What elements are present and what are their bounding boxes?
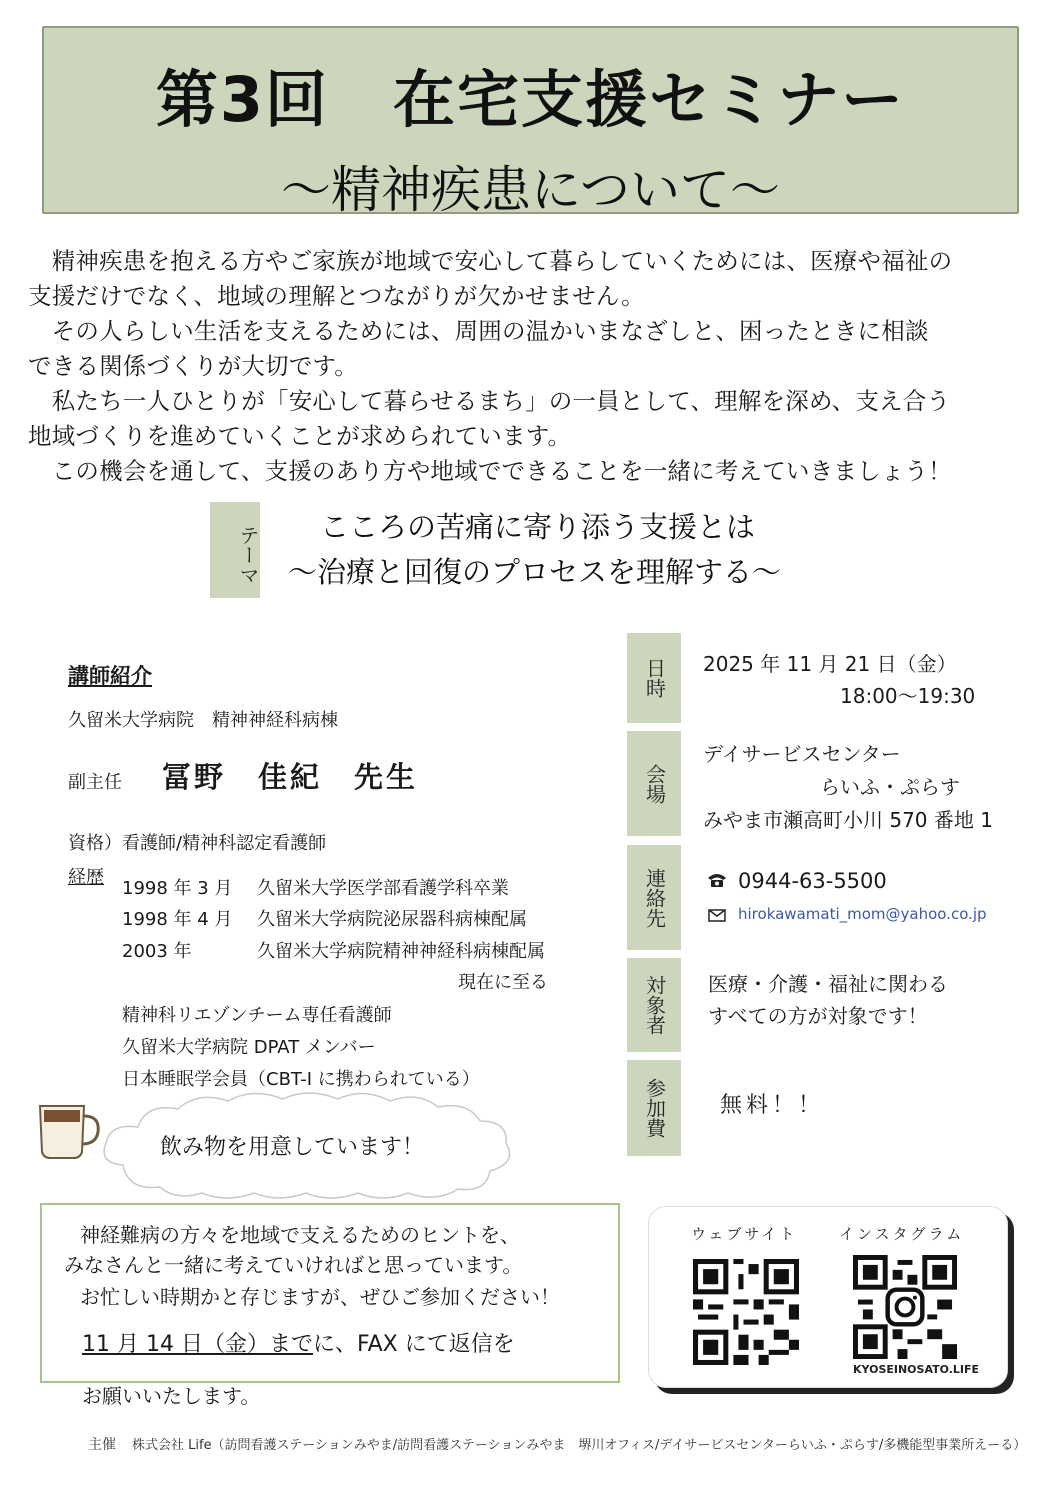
lecturer-extra: 久留米大学病院 DPAT メンバー (122, 1037, 376, 1058)
venue-name-2: らいふ・ぷらす (820, 775, 960, 799)
lecturer-name: 冨野 佳紀 先生 (162, 760, 419, 794)
instagram-label: インスタグラム (839, 1225, 965, 1243)
lecturer-heading: 講師紹介 (68, 664, 152, 688)
date-label: 日時 (627, 633, 681, 723)
fee-text: 無料！！ (720, 1093, 825, 1118)
target-label: 対象者 (627, 958, 681, 1052)
website-label: ウェブサイト (691, 1225, 798, 1243)
intro-line: この機会を通して、支援のあり方や地域でできることを一緒に考えていきましょう！ (28, 457, 952, 485)
notice-line: 神経難病の方々を地域で支えるためのヒントを、 (80, 1223, 520, 1247)
lecturer-extra: 日本睡眠学会員（CBT-I に携わられている） (122, 1069, 480, 1090)
intro-line: 支援だけでなく、地域の理解とつながりが欠かせません。 (28, 282, 645, 310)
fee-label: 参加費 (627, 1060, 681, 1156)
mail-icon (708, 907, 726, 926)
venue-address: みやま市瀬高町小川 570 番地 1 (703, 808, 993, 832)
theme-title: こころの苦痛に寄り添う支援とは (320, 510, 756, 544)
phone-icon (706, 872, 728, 892)
career-desc: 久留米大学病院泌尿器科病棟配属 (257, 909, 527, 930)
career-row (122, 905, 562, 929)
lecturer-affiliation: 久留米大学病院 精神神経科病棟 (68, 710, 338, 731)
target-text-2: すべての方が対象です！ (708, 1004, 928, 1028)
target-text: 医療・介護・福祉に関わる (708, 972, 948, 996)
notice-line: みなさんと一緒に考えていければと思っています。 (64, 1253, 523, 1277)
deadline-rest: に、FAX にて返信を (312, 1332, 515, 1357)
deadline-date: 11 月 14 日（金）まで (82, 1332, 313, 1357)
lecturer-extra: 精神科リエゾンチーム専任看護師 (122, 1005, 392, 1026)
intro-line: その人らしい生活を支えるためには、周囲の温かいまなざしと、困ったときに相談 (28, 317, 929, 345)
intro-line: 精神疾患を抱える方やご家族が地域で安心して暮らしていくためには、医療や福祉の (28, 247, 953, 275)
drink-note: 飲み物を用意しています！ (160, 1135, 425, 1160)
theme-subtitle: ～治療と回復のプロセスを理解する～ (288, 555, 782, 589)
intro-line: できる関係づくりが大切です。 (28, 352, 358, 380)
intro-line: 地域づくりを進めていくことが求められています。 (28, 422, 572, 450)
venue-name: デイサービスセンター (703, 742, 901, 766)
coffee-cup-icon (34, 1100, 104, 1162)
qr-panel (648, 1206, 1008, 1388)
email-link[interactable]: hirokawamati_mom@yahoo.co.jp (738, 905, 987, 923)
career-date: 2003 年 (122, 941, 192, 962)
organizer-label: 主催 (88, 1437, 116, 1453)
career-date: 1998 年 3 月 (122, 878, 233, 899)
career-date: 1998 年 4 月 (122, 909, 233, 930)
title-banner (42, 26, 1019, 219)
contact-label: 連絡先 (627, 845, 681, 950)
page-subtitle: ～精神疾患について～ (281, 161, 780, 219)
career-label: 経歴 (68, 867, 104, 888)
intro-line: 私たち一人ひとりが「安心して暮らせるまち」の一員として、理解を深め、支え合う (28, 387, 951, 415)
notice-closing: お願いいたします。 (82, 1384, 261, 1408)
career-desc: 久留米大学医学部看護学科卒業 (257, 878, 509, 899)
career-row (122, 937, 562, 961)
organizer-footer (88, 1434, 1026, 1454)
career-row (122, 874, 562, 898)
deadline-row (82, 1327, 515, 1358)
event-time: 18:00～19:30 (840, 684, 976, 708)
deadline-notice (40, 1203, 620, 1383)
intro-text (28, 244, 1028, 489)
event-date: 2025 年 11 月 21 日（金） (703, 652, 957, 676)
instagram-caption: KYOSEINOSATO.LIFE (853, 1363, 980, 1376)
venue-label: 会場 (627, 731, 681, 836)
lecturer-qualification: 資格）看護師/精神科認定看護師 (68, 833, 327, 854)
website-qr-code[interactable] (693, 1259, 799, 1365)
instagram-qr-code[interactable] (853, 1255, 957, 1359)
career-desc: 久留米大学病院精神神経科病棟配属 (257, 941, 545, 962)
career-current: 現在に至る (458, 972, 548, 993)
page-title: 第3回 在宅支援セミナー (155, 63, 906, 136)
organizer-text: 株式会社 Life（訪問看護ステーションみやま/訪問看護ステーションみやま 堺川オフィス/デイサービスセンターらいふ・ぷらす/多機能型事業所えーる） (132, 1438, 1027, 1453)
phone-number: 0944-63-5500 (738, 869, 887, 893)
lecturer-role: 副主任 (68, 772, 122, 793)
notice-line: お忙しい時期かと存じますが、ぜひご参加ください！ (80, 1285, 560, 1309)
theme-label: テーマ (210, 502, 260, 598)
